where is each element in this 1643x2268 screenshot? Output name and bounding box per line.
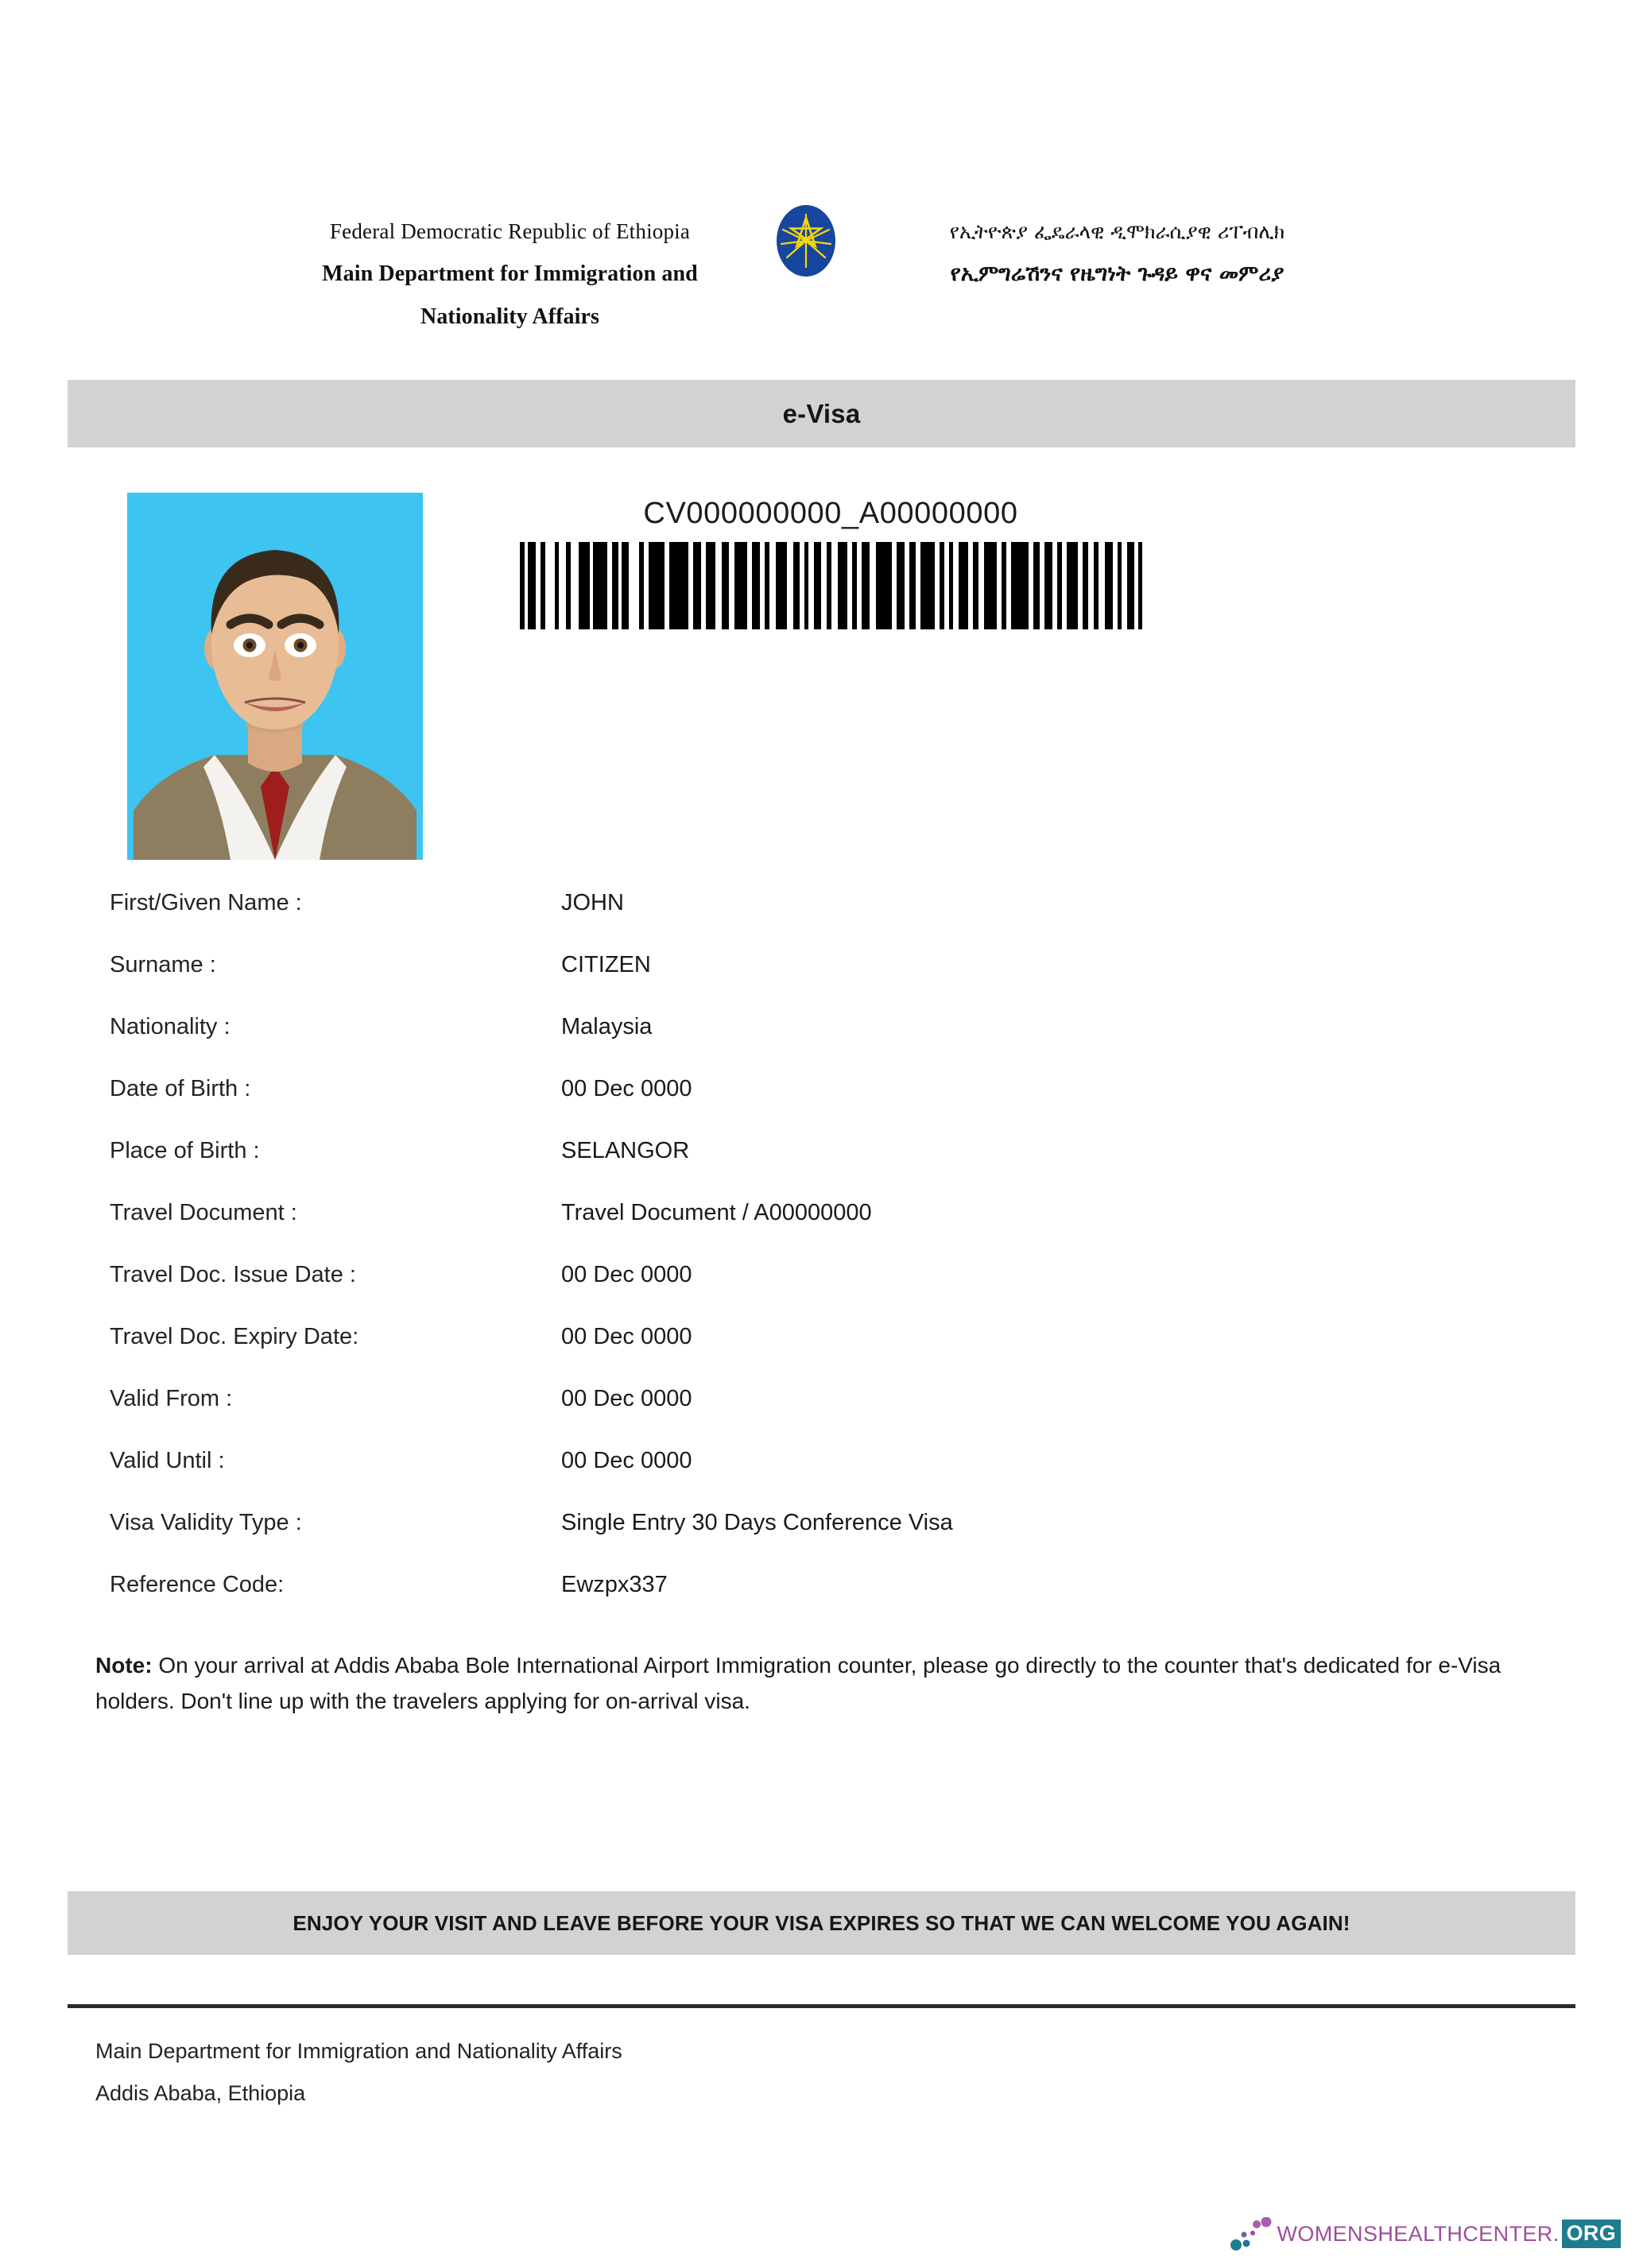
barcode-image [517,542,1145,629]
label-place-of-birth: Place of Birth : [110,1138,260,1163]
value-nationality: Malaysia [561,1014,653,1039]
label-nationality: Nationality : [110,1014,231,1039]
applicant-photo [127,493,423,860]
masthead-english-line-2: Main Department for Immigration and [322,261,698,286]
watermark-text: WOMENSHEALTHCENTER. [1277,2221,1560,2246]
footer-divider [68,2004,1575,2008]
field-row-valid-from [110,1386,1540,1448]
footer-city-country: Addis Ababa, Ethiopia [95,2081,306,2105]
label-reference-code: Reference Code: [110,1572,285,1597]
field-row-valid-until [110,1448,1540,1510]
label-date-of-birth: Date of Birth : [110,1076,251,1101]
label-travel-doc-expiry-date: Travel Doc. Expiry Date: [110,1324,359,1349]
site-watermark [1230,2216,1621,2252]
label-travel-document: Travel Document : [110,1200,297,1225]
document-masthead [0,199,1643,358]
value-valid-from: 00 Dec 0000 [561,1386,692,1411]
watermark-org-badge: ORG [1562,2220,1621,2248]
evisa-title-label: e-Visa [782,398,861,428]
visa-reference-number: CV000000000_A00000000 [643,497,1018,530]
field-row-visa-validity-type [110,1510,1540,1572]
label-surname: Surname : [110,952,216,977]
label-travel-doc-issue-date: Travel Doc. Issue Date : [110,1262,356,1287]
masthead-amharic-line-1: የኢትዮጵያ ፌዴራላዊ ዲሞክራሲያዊ ሪፐብሊክ [949,220,1285,243]
masthead-english-block [272,199,749,339]
field-row-surname [110,952,1540,1014]
label-first-given-name: First/Given Name : [110,890,302,915]
masthead-english-line-3: Nationality Affairs [420,304,600,329]
field-row-travel-doc-expiry-date [110,1324,1540,1386]
value-valid-until: 00 Dec 0000 [561,1448,692,1473]
masthead-amharic-line-2: የኢምግሬሽንና የዜግነት ጉዳይ ዋና መምሪያ [950,261,1285,286]
field-row-reference-code [110,1572,1540,1634]
farewell-banner [68,1891,1575,1955]
value-surname: CITIZEN [561,952,651,977]
footer-address [95,2030,1208,2115]
ethiopia-national-emblem-icon [777,205,835,277]
farewell-banner-label: ENJOY YOUR VISIT AND LEAVE BEFORE YOUR VISA EXPIRES SO THAT WE CAN WELCOME YOU AGAIN! [293,1910,1350,1935]
evisa-title-bar [68,380,1575,447]
label-valid-until: Valid Until : [110,1448,225,1473]
value-visa-validity-type: Single Entry 30 Days Conference Visa [561,1510,953,1535]
masthead-amharic-block [863,199,1372,296]
value-first-given-name: JOHN [561,890,624,915]
watermark-dots-icon [1230,2217,1273,2251]
emblem-container [769,199,843,277]
value-date-of-birth: 00 Dec 0000 [561,1076,692,1101]
footer-department-name: Main Department for Immigration and Nationality Affairs [95,2039,622,2063]
field-row-nationality [110,1014,1540,1076]
value-reference-code: Ewzpx337 [561,1572,668,1597]
visa-barcode-block [513,497,1149,629]
field-row-place-of-birth [110,1138,1540,1200]
note-prefix: Note: [95,1653,153,1678]
label-visa-validity-type: Visa Validity Type : [110,1510,302,1535]
masthead-english-line-1: Federal Democratic Republic of Ethiopia [329,219,691,243]
label-valid-from: Valid From : [110,1386,233,1411]
value-place-of-birth: SELANGOR [561,1138,690,1163]
value-travel-doc-issue-date: 00 Dec 0000 [561,1262,692,1287]
field-row-travel-doc-issue-date [110,1262,1540,1324]
field-row-date-of-birth [110,1076,1540,1138]
visa-details-list [110,890,1540,1634]
field-row-travel-document [110,1200,1540,1262]
arrival-note [95,1647,1518,1719]
value-travel-doc-expiry-date: 00 Dec 0000 [561,1324,692,1349]
value-travel-document: Travel Document / A00000000 [561,1200,872,1225]
note-text: On your arrival at Addis Ababa Bole International Airport Immigration counter, please go directly to the counter that's dedicated for e-Visa holders. Don't line up with the travelers applying for on-arrival visa. [95,1653,1502,1713]
field-row-first-given-name [110,890,1540,952]
